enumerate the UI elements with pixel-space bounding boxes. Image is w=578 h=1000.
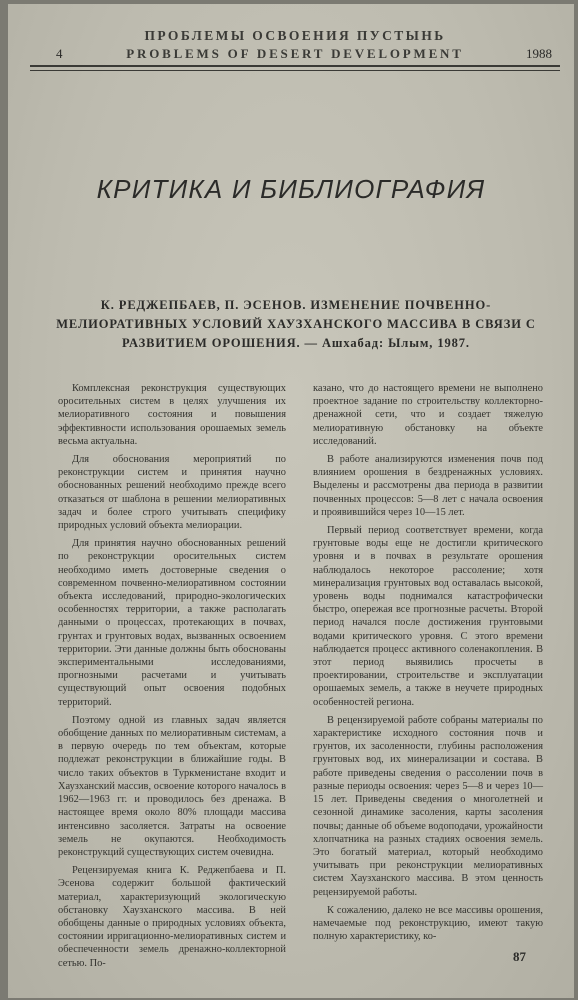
journal-title-en: PROBLEMS OF DESERT DEVELOPMENT (126, 46, 464, 61)
paragraph: казано, что до настоящего времени не выполнено проектное задание по строительству коллекторно-дренажной сети, что и создает тяжелую мелиоративную обстановку на объекте исследований. (313, 383, 543, 447)
header-year: 1988 (526, 46, 552, 61)
paragraph: Для принятия научно обоснованных решений по реконструкции оросительных систем необходимо иметь достоверные сведения о современном почвенно-мелиоративном состоянии объекта исследований, природно-экологических особенностях территории, а также располагать данными о процессах, протекающих в почвах, грунтах и грунтовых водах, вызванных освоением территории. Эти данные должны быть обоснованы экспериментальными исследованиями, прогнозными расчетами и учитывать существующий опыт освоения подобных территорий. (58, 538, 286, 708)
book-title: К. РЕДЖЕПБАЕВ, П. ЭСЕНОВ. ИЗМЕНЕНИЕ ПОЧВЕННО-МЕЛИОРАТИВНЫХ УСЛОВИЙ ХАУЗХАНСКОГО МАССИВА В СВЯЗИ С РАЗВИТИЕМ ОРОШЕНИЯ. — Ашхабад: Ылым, 1987. (56, 298, 536, 350)
paragraph: Первый период соответствует времени, когда грунтовые воды еще не достигли критического уровня и в почвах в результате орошения наблюдалось некоторое рассоление; хотя минерализация грунтовых вод оставалась высокой, уровень воды поднимался катастрофически быстро, опережая все прогнозные расчеты. Второй период начался после достижения грунтовыми водами критического уровня. С этого времени наблюдается процесс активного соленакопления. В этот период выявились просчеты в проектировании, строительстве и эксплуатации орошаемых земель, а также в неучете природных особенностей региона. (313, 525, 543, 708)
paragraph: В рецензируемой работе собраны материалы по характеристике исходного состояния почв и грунтов, их засоленности, глубины расположения грунтовых вод, их минерализации и состава. В работе приведены сведения о рассолении почв в разные периоды освоения: через 5—8 и через 10—15 лет. Приведены сведения о многолетней и сезонной динамике засоления, карты засоления почвы; данные об объеме водоподачи, урожайности хлопчатника на разных стадиях освоения земель. Это богатый материал, который необходимо учитывать при реконструкции мелиоративных систем Хаузханского массива. В этом ценность рецензируемой работы. (313, 714, 543, 898)
journal-title-ru: ПРОБЛЕМЫ ОСВОЕНИЯ ПУСТЫНЬ (144, 28, 446, 43)
header-rule-thin (30, 70, 560, 71)
paragraph: Рецензируемая книга К. Реджепбаева и П. Эсенова содержит большой фактический материал, характеризующий экологическую обстановку Хаузханского массива. В ней обобщены данные о природных условиях объекта, состоянии ирригационно-мелиоративных систем и обеспеченности земель дренажно-коллекторной сетью. По- (58, 865, 286, 969)
paragraph: К сожалению, далеко не все массивы орошения, намечаемые под реконструкцию, имеют такую полную характеристику, ко- (313, 904, 543, 943)
paragraph: Для обоснования мероприятий по реконструкции систем и принятия научно обоснованных решений необходимо прежде всего отказаться от шаблона в решении мелиоративных задач и более строго учитывать специфику природных условий объекта мелиорации. (58, 454, 286, 532)
header-rule-thick (30, 65, 560, 67)
paragraph: Комплексная реконструкция существующих оросительных систем в целях улучшения их мелиоративного состояния и повышения эффективности использования орошаемых земель весьма актуальна. (58, 383, 286, 447)
left-column (58, 382, 286, 975)
paragraph: В работе анализируются изменения почв под влиянием орошения в бездренажных условиях. Выделены и рассмотрены два периода в развитии почвенных процессов: 5—8 лет с начала освоения и проявившийся через 10—15 лет. (313, 454, 543, 518)
header-page-number: 4 (56, 46, 63, 61)
paragraph: Поэтому одной из главных задач является обобщение данных по мелиоративным системам, а в первую очередь по тем объектам, которые подлежат реконструкции в ближайшие годы. В число таких объектов в Туркменистане входит и Хаузханский массив, освоение которого началось в 1962—1963 гг. и проводилось без дренажа. В настоящее время около 80% площади массива интенсивно засоляется. Затраты на освоение земель не окупаются. Необходимость реконструкций существующих систем очевидна. (58, 714, 286, 858)
journal-page (8, 4, 574, 998)
right-column (313, 382, 543, 948)
page-number: 87 (513, 949, 526, 964)
section-title: КРИТИКА И БИБЛИОГРАФИЯ (96, 174, 486, 204)
